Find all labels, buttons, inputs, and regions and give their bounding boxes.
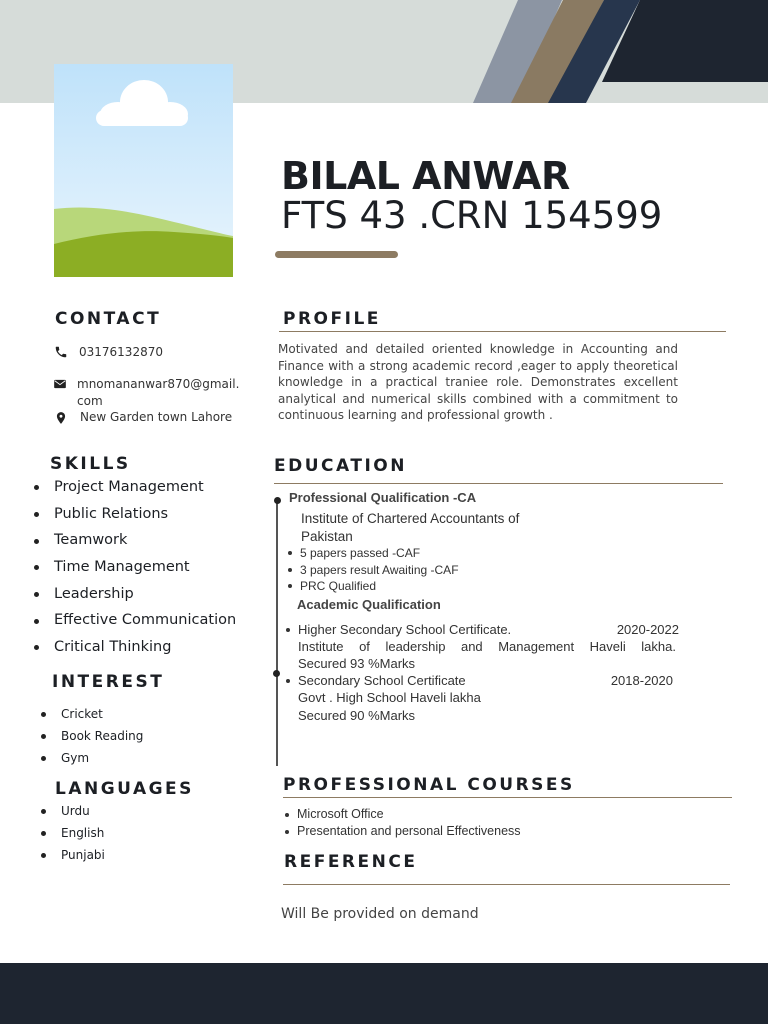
footer-band [0, 963, 768, 1024]
list-item: Critical Thinking [34, 634, 244, 661]
list-item: Leadership [34, 581, 244, 608]
academic-degree: Secondary School Certificate [298, 673, 466, 688]
timeline-dot [274, 497, 281, 504]
languages-list [41, 800, 221, 866]
contact-email-line2: com [77, 394, 103, 408]
professional-institute-line1: Institute of Chartered Accountants of [301, 511, 520, 526]
timeline-dot [273, 670, 280, 677]
academic-school: Govt . High School Haveli lakha [298, 690, 481, 705]
education-divider [274, 483, 723, 484]
location-pin-icon [54, 411, 68, 425]
skills-heading: SKILLS [50, 454, 131, 474]
contact-email-line1: mnomananwar870@gmail. [77, 377, 240, 391]
envelope-icon [53, 377, 67, 391]
list-item: Public Relations [34, 501, 244, 528]
phone-icon [54, 345, 68, 359]
profile-photo [54, 64, 233, 277]
skills-list [34, 474, 244, 661]
list-item: Presentation and personal Effectiveness [283, 823, 521, 840]
academic-entry-2 [284, 672, 673, 689]
list-item: Cricket [41, 703, 221, 725]
list-item: 3 papers result Awaiting -CAF [286, 562, 459, 579]
list-item: Time Management [34, 554, 244, 581]
list-item: Effective Communication [34, 607, 244, 634]
courses-divider [283, 797, 732, 798]
interest-heading: INTEREST [52, 672, 165, 692]
list-item [284, 672, 673, 689]
list-item: PRC Qualified [286, 578, 459, 595]
reference-heading: REFERENCE [284, 852, 418, 872]
professional-items-list [286, 545, 459, 595]
list-item: 5 papers passed -CAF [286, 545, 459, 562]
contact-phone: 03176132870 [79, 345, 163, 359]
reference-text: Will Be provided on demand [281, 906, 479, 922]
languages-heading: LANGUAGES [55, 779, 194, 799]
name-accent-bar [275, 251, 398, 258]
courses-list [283, 806, 521, 840]
education-timeline-line [276, 498, 278, 766]
professional-qualification-title: Professional Qualification -CA [289, 490, 477, 505]
list-item: Teamwork [34, 527, 244, 554]
list-item: English [41, 822, 221, 844]
contact-address: New Garden town Lahore [80, 410, 233, 424]
interest-list [41, 703, 221, 769]
candidate-name: BILAL ANWAR [281, 154, 570, 198]
reference-divider [283, 884, 730, 885]
list-item: Project Management [34, 474, 244, 501]
contact-heading: CONTACT [55, 309, 162, 329]
academic-result: Secured 93 %Marks [298, 656, 416, 671]
courses-heading: PROFESSIONAL COURSES [283, 775, 575, 795]
academic-school: Institute of leadership and Management Haveli lakha. [298, 639, 676, 654]
list-item: Book Reading [41, 725, 221, 747]
profile-heading: PROFILE [283, 309, 381, 329]
academic-result: Secured 90 %Marks [298, 708, 416, 723]
academic-degree: Higher Secondary School Certificate. [298, 622, 512, 637]
list-item: Microsoft Office [283, 806, 521, 823]
academic-entry-1 [284, 621, 679, 638]
list-item: Punjabi [41, 844, 221, 866]
academic-years: 2018-2020 [610, 673, 673, 688]
candidate-subtitle: FTS 43 .CRN 154599 [281, 194, 663, 237]
profile-divider [279, 331, 726, 332]
list-item [284, 621, 679, 638]
list-item: Urdu [41, 800, 221, 822]
profile-text: Motivated and detailed oriented knowledge in Accounting and Finance with a strong academic record ,eager to apply theoretical knowledge in a practical traniee role. Demonstrates excellent analytical and numerical skills combined with a commitment to continuous learning and professional growth . [278, 342, 678, 422]
academic-years: 2020-2022 [616, 622, 679, 637]
professional-institute-line2: Pakistan [301, 529, 353, 544]
list-item: Gym [41, 747, 221, 769]
education-heading: EDUCATION [274, 456, 407, 476]
academic-qualification-title: Academic Qualification [297, 597, 441, 612]
